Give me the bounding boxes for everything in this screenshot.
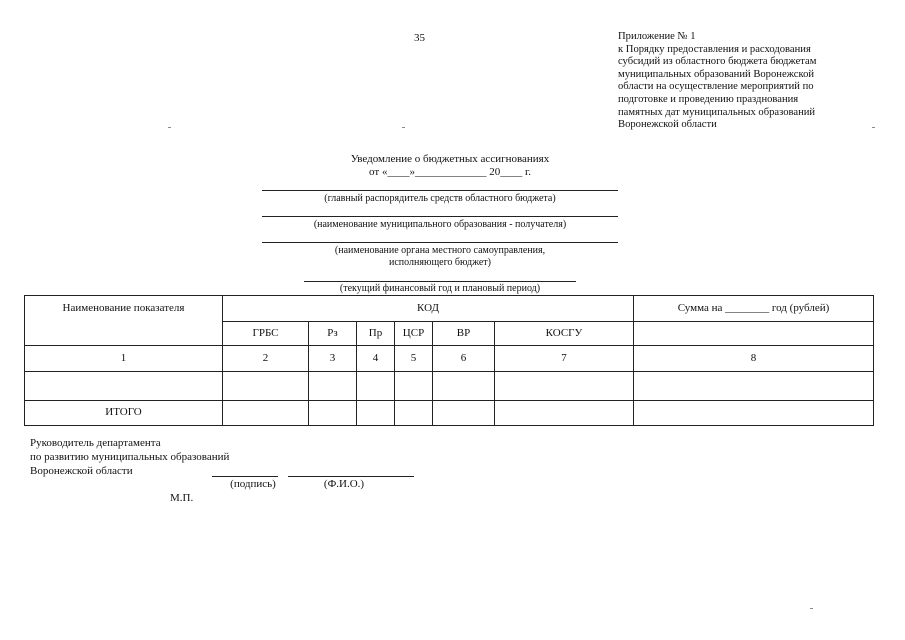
- signature-line: [212, 476, 278, 477]
- column-number: 5: [395, 346, 433, 372]
- scan-speck: [168, 127, 171, 128]
- period-line: [304, 281, 576, 282]
- column-number: 8: [634, 346, 874, 372]
- title-line: Уведомление о бюджетных ассигнованиях: [350, 153, 550, 165]
- appendix-block: [618, 31, 858, 132]
- appendix-line: Воронежской области: [618, 119, 717, 131]
- code-csr: ЦСР: [395, 322, 433, 346]
- header-sum: Сумма на ________ год (рублей): [634, 296, 874, 322]
- signer-title-line: Воронежской области: [30, 465, 133, 477]
- signature-block: [30, 436, 229, 478]
- allocations-table: [24, 295, 874, 426]
- table-data-row: [25, 372, 874, 401]
- stamp-place: М.П.: [170, 492, 194, 504]
- page-number: 35: [414, 32, 425, 44]
- column-number: 3: [309, 346, 357, 372]
- code-pr: Пр: [357, 322, 395, 346]
- header-code: КОД: [223, 296, 634, 322]
- column-number: 6: [433, 346, 495, 372]
- table-cell: [309, 372, 357, 401]
- municipality-caption: (наименование муниципального образования - получателя): [313, 219, 567, 230]
- table-cell: [634, 372, 874, 401]
- column-number: 2: [223, 346, 309, 372]
- code-rz: Рз: [309, 322, 357, 346]
- local-gov-caption-2: исполняющего бюджет): [389, 257, 491, 268]
- appendix-line: муниципальных образований Воронежской: [618, 68, 815, 80]
- table-numbers-row: [25, 346, 874, 372]
- appendix-line: Приложение № 1: [618, 31, 696, 42]
- total-label: ИТОГО: [25, 401, 223, 426]
- code-grbs: ГРБС: [223, 322, 309, 346]
- column-number: 7: [495, 346, 634, 372]
- table-total-row: [25, 401, 874, 426]
- column-number: 1: [25, 346, 223, 372]
- table-cell: [223, 372, 309, 401]
- local-gov-line: [262, 242, 618, 243]
- table-cell: [395, 372, 433, 401]
- local-gov-caption-1: (наименование органа местного самоуправления,: [334, 245, 546, 256]
- scan-speck: [810, 608, 813, 609]
- table-cell: [495, 401, 634, 426]
- header-indicator-name: Наименование показателя: [25, 296, 223, 346]
- table-header-row: [25, 296, 874, 322]
- signature-caption: (подпись): [230, 478, 276, 490]
- table-cell: [433, 372, 495, 401]
- name-line: [288, 476, 414, 477]
- title-date-line: от «____»_____________ 20____ г.: [369, 166, 531, 178]
- table-cell: [309, 401, 357, 426]
- main-manager-caption: (главный распорядитель средств областного бюджета): [324, 193, 556, 204]
- table-cell: [634, 401, 874, 426]
- municipality-line: [262, 216, 618, 217]
- table-cell: [495, 372, 634, 401]
- sum-empty-cell: [634, 322, 874, 346]
- table-cell: [433, 401, 495, 426]
- table-cell: [357, 372, 395, 401]
- period-caption: (текущий финансовый год и плановый период): [339, 283, 541, 294]
- main-manager-line: [262, 190, 618, 191]
- column-number: 4: [357, 346, 395, 372]
- table-cell: [395, 401, 433, 426]
- signer-title-line: Руководитель департамента: [30, 437, 161, 449]
- scan-speck: [872, 127, 875, 128]
- scan-speck: [402, 127, 405, 128]
- appendix-line: субсидий из областного бюджета бюджетам: [618, 56, 817, 68]
- code-kosgu: КОСГУ: [495, 322, 634, 346]
- code-vr: ВР: [433, 322, 495, 346]
- document-title: [300, 153, 600, 179]
- appendix-line: подготовке и проведению празднования: [618, 93, 799, 105]
- signer-title-line: по развитию муниципальных образований: [30, 451, 230, 463]
- appendix-line: области на осуществление мероприятий по: [618, 81, 814, 93]
- table-cell: [25, 372, 223, 401]
- table-cell: [357, 401, 395, 426]
- name-caption: (Ф.И.О.): [323, 478, 365, 490]
- appendix-line: к Порядку предоставления и расходования: [618, 43, 811, 55]
- table-cell: [223, 401, 309, 426]
- appendix-line: памятных дат муниципальных образований: [618, 106, 816, 118]
